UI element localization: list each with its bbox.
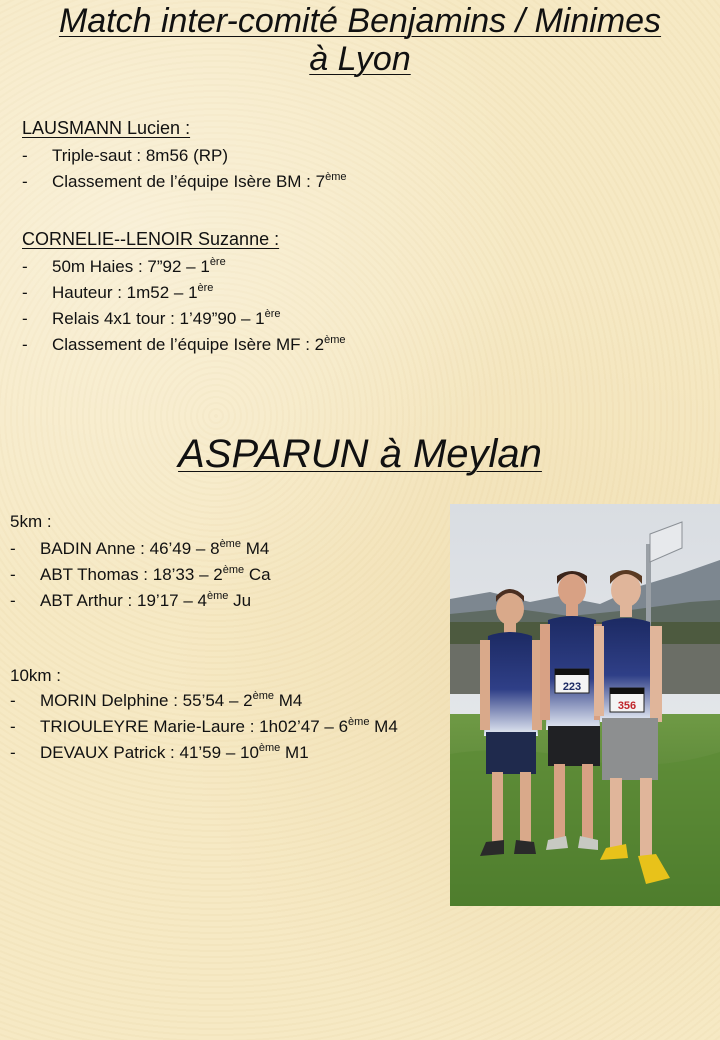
list-item: - MORIN Delphine : 55’54 – 2ème M4: [10, 690, 303, 710]
page-title: [0, 2, 720, 78]
list-item: - ABT Arthur : 19’17 – 4ème Ju: [10, 590, 252, 610]
bib-number: 356: [617, 700, 637, 712]
list-item: - Relais 4x1 tour : 1’49”90 – 1ère: [22, 308, 281, 328]
runners-photo: [450, 504, 720, 906]
race-results-list: [10, 688, 440, 766]
list-item: - Classement de l’équipe Isère BM : 7ème: [22, 171, 347, 191]
athlete-results-list: [22, 143, 622, 195]
race-label: 5km :: [10, 512, 52, 531]
race-label: 10km :: [10, 666, 62, 685]
bib-number: 223: [562, 681, 582, 693]
list-item: - 50m Haies : 7”92 – 1ère: [22, 256, 226, 276]
list-item: - TRIOULEYRE Marie-Laure : 1h02’47 – 6ème M4: [10, 716, 398, 736]
athlete-name: LAUSMANN Lucien :: [22, 118, 191, 138]
list-item: - BADIN Anne : 46’49 – 8ème M4: [10, 538, 270, 558]
list-item: - ABT Thomas : 18’33 – 2ème Ca: [10, 564, 271, 584]
athlete-results-list: [22, 254, 622, 358]
athlete-name: CORNELIE--LENOIR Suzanne :: [22, 229, 280, 249]
list-item: - Hauteur : 1m52 – 1ère: [22, 282, 214, 302]
section-title: ASPARUN à Meylan: [178, 432, 542, 476]
list-item: - DEVAUX Patrick : 41’59 – 10ème M1: [10, 742, 309, 762]
title-line-1: Match inter-comité Benjamins / Minimes: [58, 2, 662, 40]
race-results-list: [10, 536, 440, 614]
list-item: - Triple-saut : 8m56 (RP): [22, 146, 229, 165]
list-item: - Classement de l’équipe Isère MF : 2ème: [22, 334, 346, 354]
title-line-2: à Lyon: [309, 40, 411, 78]
